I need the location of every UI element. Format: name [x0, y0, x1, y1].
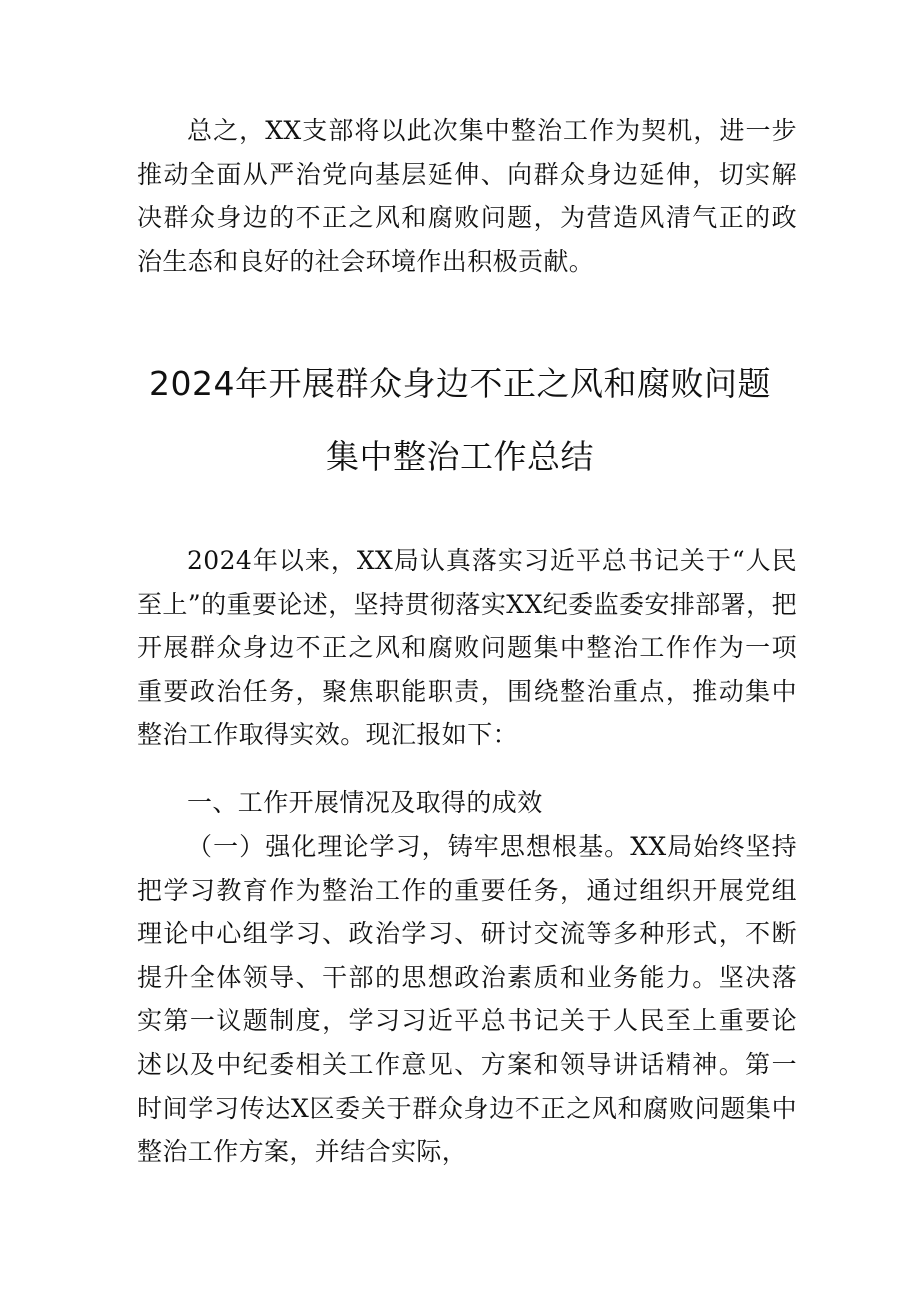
item-paragraph-1: （一）强化理论学习，铸牢思想根基。XX局始终坚持把学习教育作为整治工作的重要任务，通过组织开展党组理论中心组学习、政治学习、研讨交流等多种形式，不断提升全体领导、干部的思想政治素质和业务能力。坚决落实第一议题制度，学习习近平总书记关于人民至上重要论述以及中纪委相关工作意见、方案和领导讲话精神。第一时间学习传达X区委关于群众身边不正之风和腐败问题集中整治工作方案，并结合实际， — [137, 832, 797, 1167]
intro-paragraph: 2024年以来，XX局认真落实习近平总书记关于“人民至上”的重要论述，坚持贯彻落实XX纪委监委安排部署，把开展群众身边不正之风和腐败问题集中整治工作作为一项重要政治任务，聚焦职能职责，围绕整治重点，推动集中整治工作取得实效。现汇报如下： — [137, 546, 797, 750]
document-title-line-1: 2024年开展群众身边不正之风和腐败问题 — [149, 364, 771, 403]
section-heading-1: 一、工作开展情况及取得的成效 — [187, 788, 543, 817]
document-title-line-2: 集中整治工作总结 — [326, 437, 594, 476]
closing-paragraph: 总之，XX支部将以此次集中整治工作为契机，进一步推动全面从严治党向基层延伸、向群众身边延伸，切实解决群众身边的不正之风和腐败问题，为营造风清气正的政治生态和良好的社会环境作出积极贡献。 — [137, 116, 797, 276]
